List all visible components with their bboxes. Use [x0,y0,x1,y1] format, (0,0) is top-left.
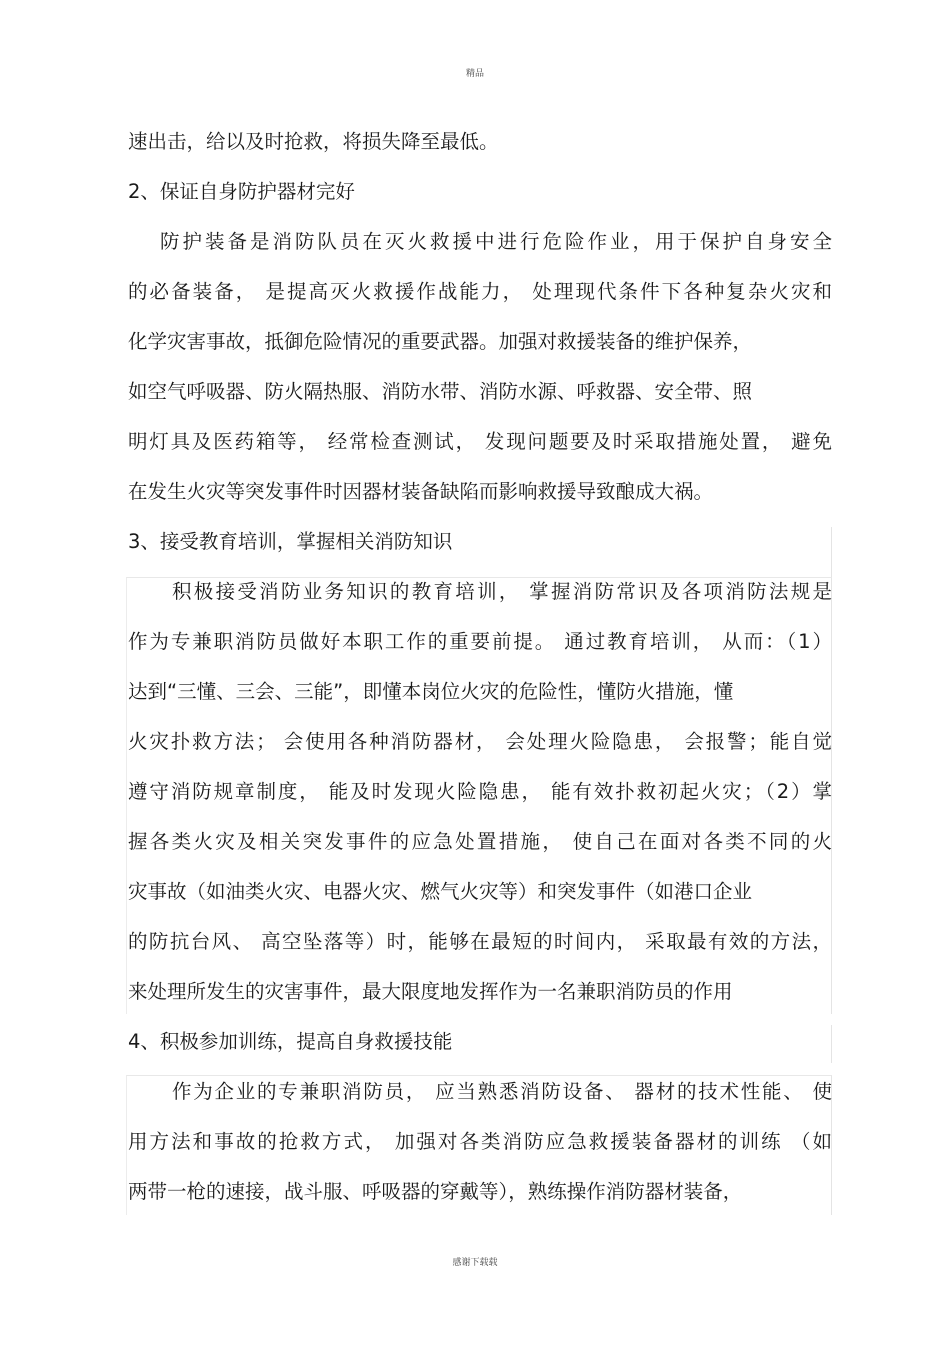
body-line: 握各类火灾及相关突发事件的应急处置措施， 使自己在面对各类不同的火 [128,830,832,853]
body-line: 来处理所发生的灾害事件，最大限度地发挥作为一名兼职消防员的作用 [128,980,733,1003]
body-line: 火灾扑救方法； 会使用各种消防器材， 会处理火险隐患， 会报警；能自觉 [128,730,832,753]
body-line: 明灯具及医药箱等， 经常检查测试， 发现问题要及时采取措施处置， 避免 [128,430,832,453]
body-line: 在发生火灾等突发事件时因器材装备缺陷而影响救援导致酿成大祸。 [128,480,714,503]
body-line: 速出击，给以及时抢救，将损失降至最低。 [128,130,499,153]
body-line: 用方法和事故的抢救方式， 加强对各类消防应急救援装备器材的训练 （如 [128,1130,832,1153]
page-footer: 感谢下载载 [452,1258,498,1268]
body-line: 如空气呼吸器、防火隔热服、消防水带、消防水源、呼救器、安全带、照 [128,380,753,403]
body-line: 的必备装备， 是提高灭火救援作战能力， 处理现代条件下各种复杂火灾和 [128,280,832,303]
body-line: 化学灾害事故，抵御危险情况的重要武器。加强对救援装备的维护保养， [128,330,753,353]
section-heading: 4、积极参加训练，提高自身救援技能 [128,1030,453,1053]
body-line: 两带一枪的速接，战斗服、呼吸器的穿戴等），熟练操作消防器材装备， [128,1180,743,1203]
section-heading: 3、接受教育培训，掌握相关消防知识 [128,530,453,553]
body-line: 作为专兼职消防员做好本职工作的重要前提。 通过教育培训， 从而：（1） [128,630,832,653]
body-line: 遵守消防规章制度， 能及时发现火险隐患， 能有效扑救初起火灾；（2）掌 [128,780,832,803]
section-heading: 2、保证自身防护器材完好 [128,180,355,203]
page-header: 精品 [465,69,484,79]
body-line: 积极接受消防业务知识的教育培训， 掌握消防常识及各项消防法规是 [172,580,832,603]
body-line: 达到“三懂、三会、三能”，即懂本岗位火灾的危险性，懂防火措施，懂 [128,680,734,703]
body-line: 的防抗台风、 高空坠落等）时，能够在最短的时间内， 采取最有效的方法， [128,930,832,953]
body-line: 作为企业的专兼职消防员， 应当熟悉消防设备、 器材的技术性能、 使 [172,1080,832,1103]
body-line: 灾事故（如油类火灾、电器火灾、燃气火灾等）和突发事件（如港口企业 [128,880,753,903]
body-line: 防护装备是消防队员在灭火救援中进行危险作业，用于保护自身安全 [160,230,832,253]
